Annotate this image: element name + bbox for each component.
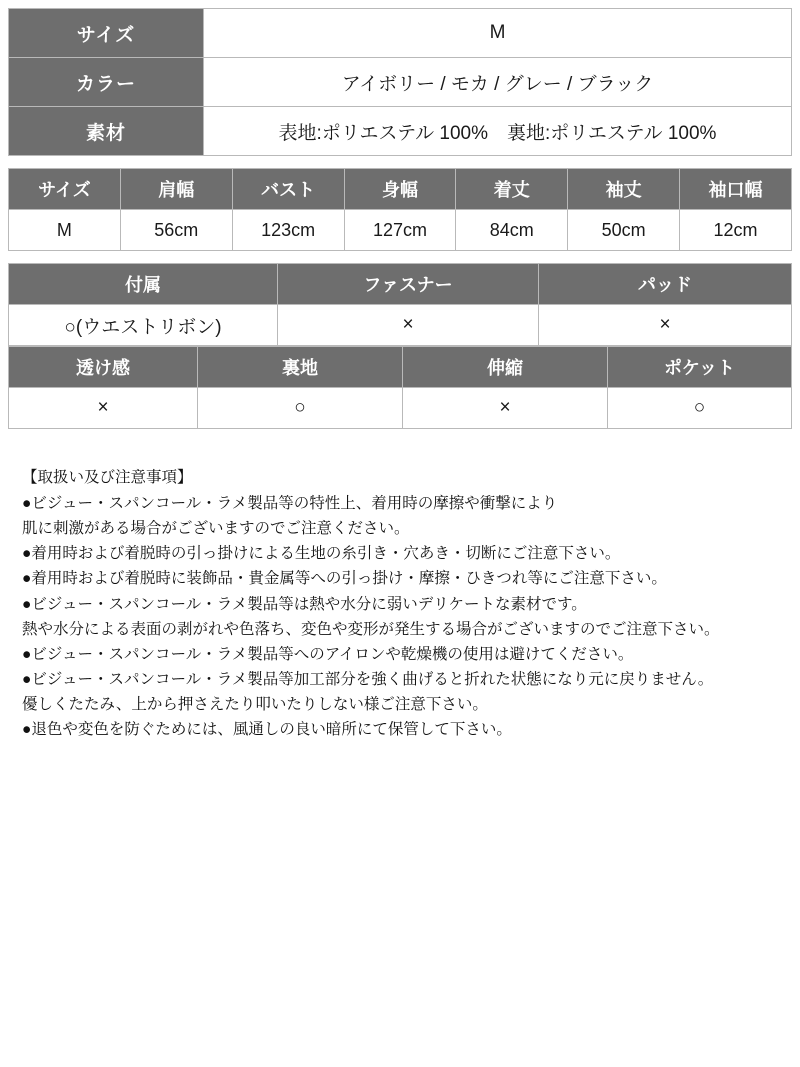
care-notes-line: ●着用時および着脱時に装飾品・貴金属等への引っ掛け・摩擦・ひきつれ等にご注意下さい。	[22, 570, 667, 588]
measurement-header-cuff-width: 袖口幅	[680, 169, 792, 210]
measurement-cell-cuff-width: 12cm	[680, 210, 792, 251]
measurement-header-sleeve-length: 袖丈	[568, 169, 680, 210]
measurement-header-width: 身幅	[344, 169, 456, 210]
attribute-value-zipper: ×	[278, 305, 539, 346]
table-row	[9, 210, 792, 251]
attribute-value-accessory: ○(ウエストリボン)	[9, 305, 278, 346]
attribute-header-accessory: 付属	[9, 264, 278, 305]
care-notes-line: 優しくたたみ、上から押さえたり叩いたりしない様ご注意下さい。	[22, 695, 488, 713]
spacer	[8, 251, 792, 263]
care-notes-line: ●ビジュー・スパンコール・ラメ製品等は熱や水分に弱いデリケートな素材です。	[22, 595, 587, 613]
measurement-cell-length: 84cm	[456, 210, 568, 251]
spec-label-color: カラー	[9, 58, 204, 107]
care-notes-line: ●着用時および着脱時の引っ掛けによる生地の糸引き・穴あき・切断にご注意下さい。	[22, 545, 621, 563]
attribute-value-stretch: ×	[403, 388, 608, 429]
care-notes-line: ●ビジュー・スパンコール・ラメ製品等へのアイロンや乾燥機の使用は避けてください。	[22, 645, 634, 663]
attribute-value-pad: ×	[539, 305, 792, 346]
care-notes-title: 【取扱い及び注意事項】	[22, 469, 193, 486]
spec-value-material: 表地:ポリエステル 100% 裏地:ポリエステル 100%	[204, 107, 792, 156]
attribute-header-pocket: ポケット	[608, 347, 792, 388]
care-notes-line: ●ビジュー・スパンコール・ラメ製品等加工部分を強く曲げると折れた状態になり元に戻りません。	[22, 670, 714, 688]
table-row	[9, 58, 792, 107]
attribute-header-lining: 裏地	[198, 347, 403, 388]
attribute-table-fabric	[8, 346, 792, 429]
table-header-row	[9, 264, 792, 305]
care-notes-line: ●退色や変色を防ぐためには、風通しの良い暗所にて保管して下さい。	[22, 721, 512, 739]
care-notes-line: 肌に刺激がある場合がございますのでご注意ください。	[22, 520, 410, 538]
attribute-header-sheerness: 透け感	[9, 347, 198, 388]
spec-label-size: サイズ	[9, 9, 204, 58]
spec-label-material: 素材	[9, 107, 204, 156]
attribute-value-pocket: ○	[608, 388, 792, 429]
care-notes-line: ●ビジュー・スパンコール・ラメ製品等の特性上、着用時の摩擦や衝撃により	[22, 495, 558, 513]
measurement-header-size: サイズ	[9, 169, 121, 210]
attribute-value-sheerness: ×	[9, 388, 198, 429]
attribute-header-stretch: 伸縮	[403, 347, 608, 388]
attribute-header-pad: パッド	[539, 264, 792, 305]
measurement-cell-size: M	[9, 210, 121, 251]
table-row	[9, 9, 792, 58]
table-header-row	[9, 347, 792, 388]
care-notes-line: 熱や水分による表面の剥がれや色落ち、変色や変形が発生する場合がございますのでご注意下さい。	[22, 620, 720, 638]
measurement-cell-sleeve-length: 50cm	[568, 210, 680, 251]
spec-value-size: M	[204, 9, 792, 58]
table-header-row	[9, 169, 792, 210]
measurement-header-shoulder: 肩幅	[120, 169, 232, 210]
attribute-header-zipper: ファスナー	[278, 264, 539, 305]
table-row	[9, 107, 792, 156]
attribute-table-accessories	[8, 263, 792, 346]
measurement-cell-shoulder: 56cm	[120, 210, 232, 251]
measurement-header-bust: バスト	[232, 169, 344, 210]
measurement-cell-width: 127cm	[344, 210, 456, 251]
attribute-value-lining: ○	[198, 388, 403, 429]
measurement-header-length: 着丈	[456, 169, 568, 210]
table-row	[9, 305, 792, 346]
spec-table	[8, 8, 792, 156]
measurement-table	[8, 168, 792, 251]
measurement-cell-bust: 123cm	[232, 210, 344, 251]
spec-value-color: アイボリー / モカ / グレー / ブラック	[204, 58, 792, 107]
care-notes	[22, 465, 784, 742]
spacer	[8, 156, 792, 168]
table-row	[9, 388, 792, 429]
